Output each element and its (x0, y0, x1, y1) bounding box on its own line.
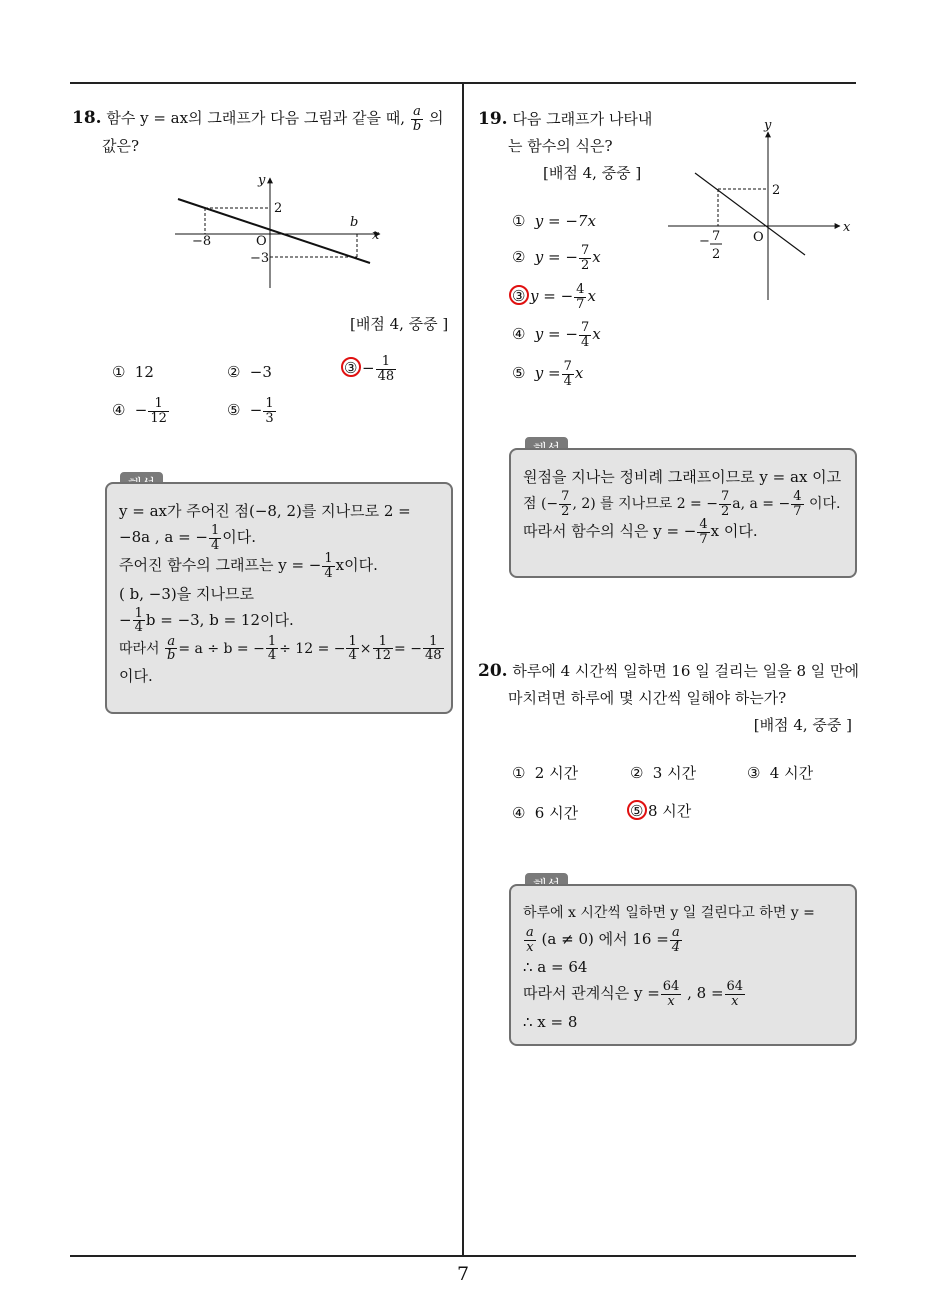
q20-exp-line4: 따라서 관계식은 y = $\frac{64}{x}$ , 8 = $\frac{64}{x}$ (523, 979, 744, 1009)
q19-choice-3[interactable]: ③ y = − $\frac{4}{7}$ x (512, 283, 596, 311)
q19-choice-2[interactable]: ② y = − $\frac{7}{2}$ x (512, 243, 601, 273)
q18-label-2: 2 (274, 201, 283, 216)
question-19 (478, 108, 678, 183)
q19-origin-label: O (753, 230, 764, 245)
q18-origin-label: O (256, 234, 267, 249)
q19-label-num: 7 (712, 229, 721, 244)
q20-exp-line5: ∴ x = 8 (523, 1012, 578, 1031)
q18-choice-1[interactable]: ① 12 (112, 363, 154, 381)
bottom-rule (70, 1255, 856, 1257)
q19-exp-line1: 원점을 지나는 정비례 그래프이므로 y = ax 이고 (523, 468, 842, 486)
q18-choices (112, 355, 452, 435)
q18-exp-line5: − $\frac{1}{4}$ b = −3, b = 12이다. (119, 605, 294, 636)
q19-y-label: y (764, 118, 772, 133)
q20-choice-5[interactable]: ⑤ 8 시간 (630, 800, 691, 821)
q19-label-2: 2 (772, 183, 781, 198)
column-divider (462, 82, 464, 1256)
page-number: 7 (456, 1263, 470, 1285)
q19-exp-line2: 점 (− $\frac{7}{2}$ , 2) 를 지나므로 2 = − $\frac{7}{2}$ a, a = − $\frac{4}{7}$ 이다. (523, 489, 841, 519)
q18-label-neg3: −3 (250, 251, 270, 266)
q18-choice-5[interactable]: ⑤ − $\frac{1}{3}$ (227, 396, 274, 426)
question-20 (478, 660, 858, 735)
q18-meta: [배점 4, 중중 ] (350, 315, 449, 333)
q20-choice-1[interactable]: ① 2 시간 (512, 764, 579, 782)
q18-choice-2[interactable]: ② −3 (227, 363, 272, 381)
q18-fraction: $\frac{a}{b}$ (412, 104, 422, 134)
q20-choice-4[interactable]: ④ 6 시간 (512, 804, 579, 822)
q20-stem-line1: 20. 하루에 4 시간씩 일하면 16 일 걸리는 일을 8 일 만에 (478, 661, 860, 681)
q18-explanation-box (105, 482, 453, 714)
q19-graph (665, 115, 855, 305)
q18-exp-line2: −8a , a = − $\frac{1}{4}$ 이다. (119, 523, 257, 553)
q20-choices (512, 762, 852, 832)
q19-choice-5[interactable]: ⑤ y = $\frac{7}{4}$ x (512, 359, 584, 389)
q18-label-neg8: −8 (192, 234, 212, 249)
q20-choice-2[interactable]: ② 3 시간 (630, 764, 697, 782)
q18-exp-line4: ( b, −3)을 지나므로 (119, 584, 254, 603)
q19-choices (512, 210, 672, 400)
q18-exp-line1: y = ax가 주어진 점(−8, 2)를 지나므로 2 = (119, 502, 411, 520)
q19-label-sign: − (699, 234, 710, 249)
q19-x-label: x (843, 220, 851, 235)
q19-explanation-box (509, 448, 857, 578)
q18-y-label: y (258, 173, 266, 188)
q19-choice-1[interactable]: ① y = −7x (512, 212, 596, 230)
q18-stem-line2: 값은? (102, 137, 140, 156)
q19-stem-line1: 19. 다음 그래프가 나타내 (478, 109, 653, 129)
question-18 (72, 105, 457, 156)
q19-number: 19. (478, 109, 508, 129)
q19-label-den: 2 (712, 247, 721, 262)
q18-x-label: x (372, 228, 380, 243)
q18-exp-line7: 이다. (119, 667, 153, 686)
q19-exp-line3: 따라서 함수의 식은 y = − $\frac{4}{7}$ x 이다. (523, 517, 758, 547)
q20-exp-line2: $\frac{a}{x}$ (a ≠ 0) 에서 16 = $\frac{a}{4}$ (526, 925, 681, 955)
q18-label-b: b (350, 215, 359, 230)
q20-exp-line3: ∴ a = 64 (523, 958, 588, 977)
q18-choice-3[interactable]: ③ − $\frac{1}{48}$ (344, 355, 397, 383)
q20-explanation-box (509, 884, 857, 1046)
q18-graph (170, 170, 390, 295)
q19-choice-4[interactable]: ④ y = − $\frac{7}{4}$ x (512, 320, 601, 350)
q20-exp-line1: 하루에 x 시간씩 일하면 y 일 걸린다고 하면 y = (523, 905, 815, 921)
q18-exp-line3: 주어진 함수의 그래프는 y = − $\frac{1}{4}$ x이다. (119, 551, 378, 581)
q20-stem-line2: 마치려면 하루에 몇 시간씩 일해야 하는가? (508, 689, 787, 707)
q19-stem-line2: 는 함수의 식은? (508, 137, 613, 155)
q18-number: 18. (72, 108, 102, 129)
q20-number: 20. (478, 661, 508, 681)
q19-meta: [배점 4, 중중 ] (543, 164, 642, 182)
q18-choice-4[interactable]: ④ − $\frac{1}{12}$ (112, 396, 167, 426)
q18-exp-line6: 따라서 $\frac{a}{b}$ = a ÷ b = − $\frac{1}{4}$ ÷ 12 = − $\frac{1}{4}$ × $\frac{1}{12}$ = − $\frac{1}{48}$ (119, 633, 442, 664)
q20-meta: [배점 4, 중중 ] (753, 716, 852, 734)
q20-choice-3[interactable]: ③ 4 시간 (747, 764, 814, 782)
q18-stem-line1: 18. 함수 y = ax의 그래프가 다음 그림과 같을 때, $\frac{a}{b}$ 의 (72, 104, 444, 134)
